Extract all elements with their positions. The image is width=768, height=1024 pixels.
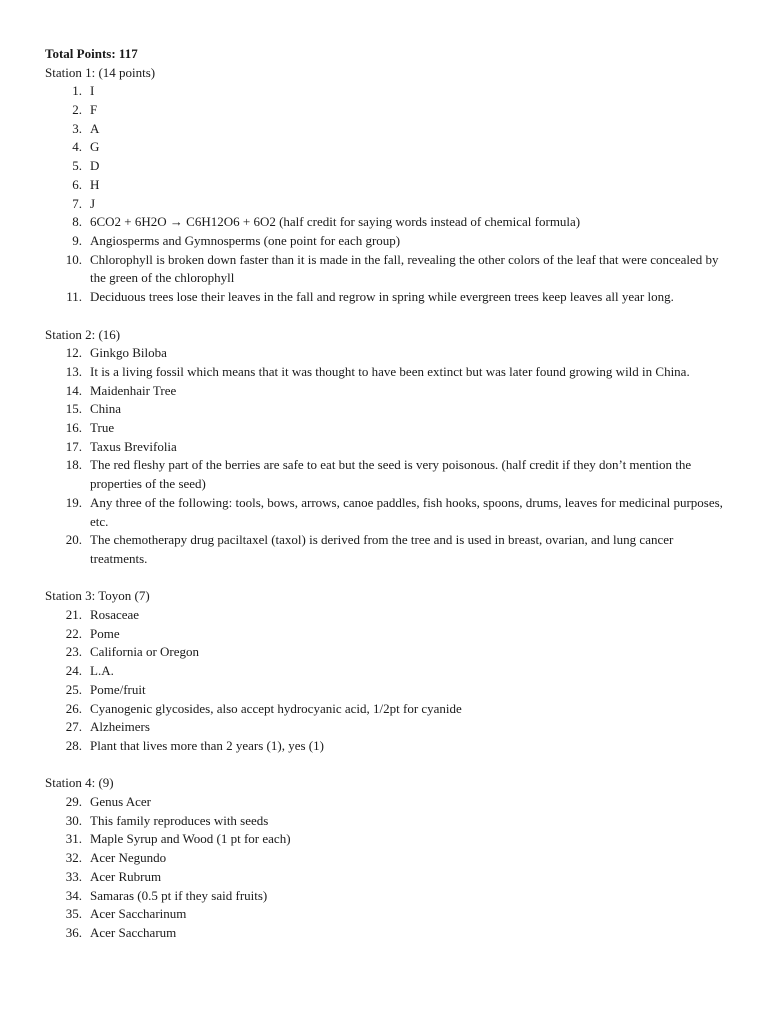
- station-section: [45, 587, 725, 755]
- answer-item: [45, 643, 725, 662]
- answer-number: 32.: [65, 850, 82, 866]
- answer-item: [45, 924, 725, 943]
- answer-item: [45, 681, 725, 700]
- answer-text: Acer Rubrum: [90, 868, 162, 884]
- answer-number: 30.: [65, 812, 82, 828]
- answer-number: 23.: [65, 644, 82, 660]
- answer-number: 3.: [72, 120, 82, 136]
- answer-item: [45, 662, 725, 681]
- answer-text: It is a living fossil which means that it was thought to have been extinct but was later found growing wild in China.: [90, 363, 690, 379]
- station-title: Station 2: (16): [45, 326, 121, 342]
- answer-number: 36.: [65, 924, 82, 940]
- answer-text: Cyanogenic glycosides, also accept hydrocyanic acid, 1/2pt for cyanide: [90, 700, 462, 716]
- answer-item: [45, 793, 725, 812]
- answer-number: 18.: [65, 457, 82, 473]
- stations-container: [45, 64, 725, 943]
- answer-number: 12.: [65, 345, 82, 361]
- answer-item: [45, 868, 725, 887]
- answer-item: [45, 830, 725, 849]
- answer-item: [45, 344, 725, 363]
- answer-number: 1.: [72, 83, 82, 99]
- answer-item: [45, 138, 725, 157]
- answer-number: 35.: [65, 906, 82, 922]
- answer-text: California or Oregon: [90, 644, 200, 660]
- station-section: [45, 774, 725, 942]
- answer-item: [45, 887, 725, 906]
- answer-item: [45, 382, 725, 401]
- station-title: Station 4: (9): [45, 775, 114, 791]
- answer-text: G: [90, 139, 100, 155]
- answer-text: L.A.: [90, 663, 114, 679]
- answer-number: 5.: [72, 158, 82, 174]
- answer-item: [45, 213, 725, 232]
- answer-text: Deciduous trees lose their leaves in the fall and regrow in spring while evergreen trees keep leaves all year long.: [90, 289, 674, 305]
- answer-item: [45, 905, 725, 924]
- answer-number: 15.: [65, 401, 82, 417]
- answer-number: 7.: [72, 195, 82, 211]
- answer-text: Acer Negundo: [90, 850, 167, 866]
- answer-item: [45, 718, 725, 737]
- answer-item: [45, 456, 725, 493]
- answer-item: [45, 101, 725, 120]
- answer-text: Acer Saccharinum: [90, 906, 187, 922]
- answer-text: The chemotherapy drug paciltaxel (taxol) is derived from the tree and is used in breast, ovarian, and lung cancer treatments.: [90, 532, 674, 566]
- answer-list: [45, 344, 725, 568]
- answer-item: [45, 288, 725, 307]
- answer-item: [45, 606, 725, 625]
- answer-number: 34.: [65, 887, 82, 903]
- answer-number: 17.: [65, 438, 82, 454]
- answer-item: [45, 494, 725, 531]
- answer-text: Maple Syrup and Wood (1 pt for each): [90, 831, 291, 847]
- answer-item: [45, 438, 725, 457]
- station-section: [45, 326, 725, 569]
- answer-number: 4.: [72, 139, 82, 155]
- answer-text: Pome/fruit: [90, 681, 146, 697]
- answer-list: [45, 793, 725, 943]
- answer-text: Alzheimers: [90, 719, 150, 735]
- total-points-heading: Total Points: 117: [45, 46, 138, 61]
- answer-item: [45, 251, 725, 288]
- answer-text: Acer Saccharum: [90, 924, 177, 940]
- answer-text: Rosaceae: [90, 607, 140, 622]
- answer-number: 28.: [65, 737, 82, 753]
- answer-list: [45, 82, 725, 306]
- answer-text: Pome: [90, 625, 120, 641]
- answer-number: 13.: [65, 363, 82, 379]
- answer-number: 6.: [72, 176, 82, 192]
- answer-number: 25.: [65, 681, 82, 697]
- answer-text: H: [90, 176, 100, 192]
- answer-key-page: [45, 45, 725, 943]
- answer-number: 19.: [65, 494, 82, 510]
- answer-number: 22.: [65, 625, 82, 641]
- answer-number: 14.: [65, 382, 82, 398]
- answer-number: 16.: [65, 420, 82, 435]
- answer-number: 21.: [65, 607, 82, 622]
- answer-item: [45, 531, 725, 568]
- answer-number: 31.: [65, 831, 82, 847]
- answer-number: 9.: [72, 233, 82, 248]
- answer-text: D: [90, 158, 100, 174]
- answer-text: The red fleshy part of the berries are safe to eat but the seed is very poisonous. (half credit if they don’t mention the properties of the seed): [90, 457, 692, 492]
- answer-item: [45, 419, 725, 438]
- answer-number: 33.: [65, 868, 82, 884]
- answer-text: True: [90, 420, 115, 435]
- answer-item: [45, 849, 725, 868]
- answer-number: 20.: [65, 532, 82, 548]
- answer-text: Any three of the following: tools, bows, arrows, canoe paddles, fish hooks, spoons, drums, leaves for medicinal purposes, etc.: [90, 494, 723, 529]
- answer-item: [45, 737, 725, 756]
- answer-number: 29.: [65, 794, 82, 809]
- answer-item: [45, 82, 725, 101]
- answer-item: [45, 195, 725, 214]
- answer-text: Ginkgo Biloba: [90, 345, 167, 361]
- station-title: Station 1: (14 points): [45, 64, 156, 80]
- answer-item: [45, 700, 725, 719]
- answer-text: 6CO2 + 6H2O → C6H12O6 + 6O2 (half credit for saying words instead of chemical formula): [90, 214, 581, 230]
- answer-number: 24.: [65, 663, 82, 679]
- station-section: [45, 64, 725, 307]
- answer-text: Angiosperms and Gymnosperms (one point for each group): [90, 233, 401, 248]
- answer-number: 27.: [65, 719, 82, 735]
- answer-item: [45, 232, 725, 251]
- answer-text: F: [90, 102, 98, 118]
- answer-text: I: [90, 83, 95, 99]
- answer-item: [45, 120, 725, 139]
- answer-number: 8.: [72, 214, 82, 230]
- answer-item: [45, 812, 725, 831]
- answer-text: J: [90, 195, 96, 211]
- answer-text: Maidenhair Tree: [90, 382, 177, 398]
- answer-text: Genus Acer: [90, 794, 152, 809]
- answer-number: 26.: [65, 700, 82, 716]
- answer-item: [45, 363, 725, 382]
- answer-text: Chlorophyll is broken down faster than it is made in the fall, revealing the other colors of the leaf that were concealed by the green of the chlorophyll: [90, 251, 719, 286]
- answer-text: This family reproduces with seeds: [90, 812, 269, 828]
- answer-text: A: [90, 120, 100, 136]
- answer-number: 10.: [65, 251, 82, 267]
- answer-item: [45, 625, 725, 644]
- answer-text: Taxus Brevifolia: [90, 438, 177, 454]
- answer-item: [45, 157, 725, 176]
- answer-text: China: [90, 401, 122, 417]
- answer-text: Samaras (0.5 pt if they said fruits): [90, 887, 268, 903]
- answer-text: Plant that lives more than 2 years (1), yes (1): [90, 737, 324, 753]
- answer-item: [45, 400, 725, 419]
- answer-number: 11.: [66, 289, 82, 305]
- answer-item: [45, 176, 725, 195]
- station-title: Station 3: Toyon (7): [45, 588, 150, 604]
- answer-number: 2.: [72, 102, 82, 118]
- answer-list: [45, 606, 725, 756]
